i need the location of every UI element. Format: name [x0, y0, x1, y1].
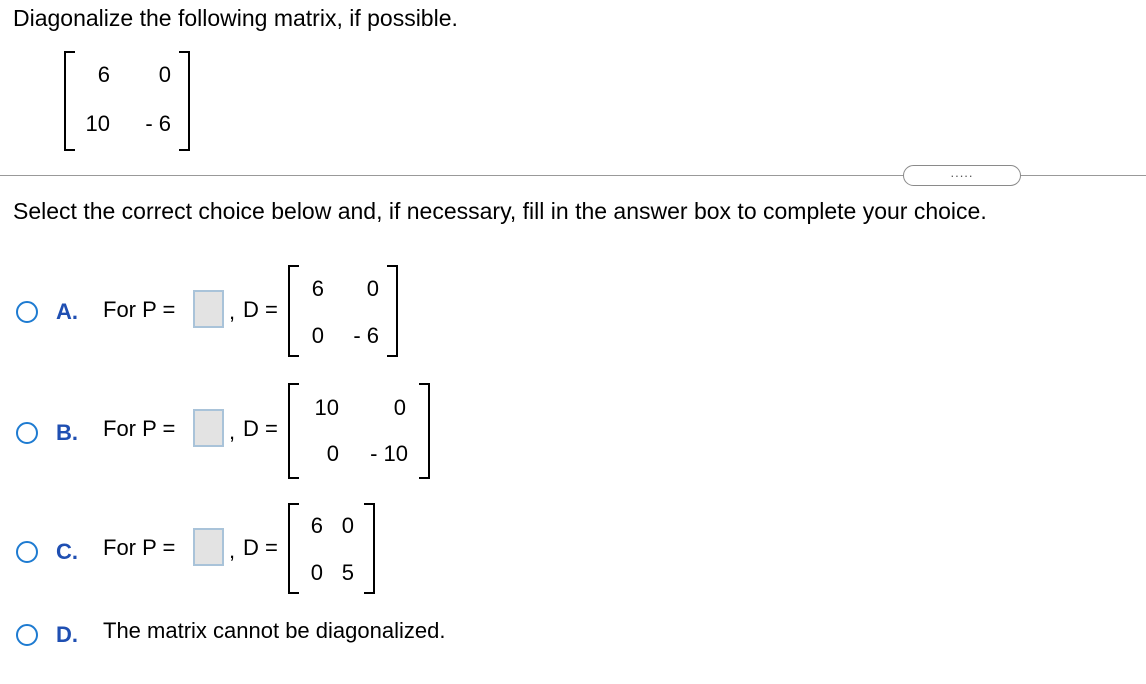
matrix-cell: - 6 [353, 323, 379, 348]
choice-c-d-matrix [288, 503, 375, 594]
matrix-right-bracket [179, 51, 190, 151]
matrix-cell: 6 [310, 513, 323, 538]
choice-c-d-label: D = [243, 535, 278, 560]
choice-letter-a: A. [56, 299, 78, 324]
matrix-cell: 10 [314, 395, 339, 420]
question-text: Diagonalize the following matrix, if possible. [13, 5, 458, 31]
matrix-cell: 0 [393, 395, 406, 420]
matrix-right-bracket [387, 265, 398, 357]
question-matrix [64, 51, 190, 151]
radio-choice-a[interactable] [16, 301, 38, 323]
matrix-right-bracket [364, 503, 375, 594]
choice-b-p-answer-box[interactable] [193, 409, 224, 447]
matrix-cell: 0 [311, 323, 324, 348]
choice-b-comma: , [229, 419, 236, 444]
matrix-cell: 0 [366, 276, 379, 301]
choice-a-p-label: For P = [103, 297, 176, 322]
radio-choice-b[interactable] [16, 422, 38, 444]
matrix-right-bracket [419, 383, 430, 479]
show-more-button[interactable]: ..... [903, 165, 1021, 186]
matrix-cell: 0 [341, 513, 354, 538]
choice-a-d-label: D = [243, 297, 278, 322]
matrix-cell: - 6 [145, 111, 171, 136]
choice-letter-c: C. [56, 539, 78, 564]
matrix-cell: 0 [326, 441, 339, 466]
choice-c-p-answer-box[interactable] [193, 528, 224, 566]
choice-a-d-matrix [288, 265, 398, 357]
choice-c-p-label: For P = [103, 535, 176, 560]
matrix-cell: 6 [97, 62, 110, 87]
choice-b-d-matrix [288, 383, 430, 479]
matrix-left-bracket [288, 383, 299, 479]
choice-a-comma: , [229, 299, 236, 324]
choice-d-text: The matrix cannot be diagonalized. [103, 618, 446, 643]
matrix-cell: 6 [311, 276, 324, 301]
matrix-cell: 0 [158, 62, 171, 87]
matrix-cell: 5 [341, 560, 354, 585]
choice-letter-b: B. [56, 420, 78, 445]
matrix-left-bracket [288, 265, 299, 357]
instruction-text: Select the correct choice below and, if necessary, fill in the answer box to complete your choice. [13, 198, 987, 224]
matrix-cell: 10 [85, 111, 110, 136]
choice-c-comma: , [229, 538, 236, 563]
choice-b-d-label: D = [243, 416, 278, 441]
matrix-cell: - 10 [370, 441, 408, 466]
radio-choice-c[interactable] [16, 541, 38, 563]
radio-choice-d[interactable] [16, 624, 38, 646]
choice-b-p-label: For P = [103, 416, 176, 441]
choice-letter-d: D. [56, 622, 78, 647]
matrix-left-bracket [288, 503, 299, 594]
matrix-left-bracket [64, 51, 75, 151]
matrix-cell: 0 [310, 560, 323, 585]
choice-a-p-answer-box[interactable] [193, 290, 224, 328]
